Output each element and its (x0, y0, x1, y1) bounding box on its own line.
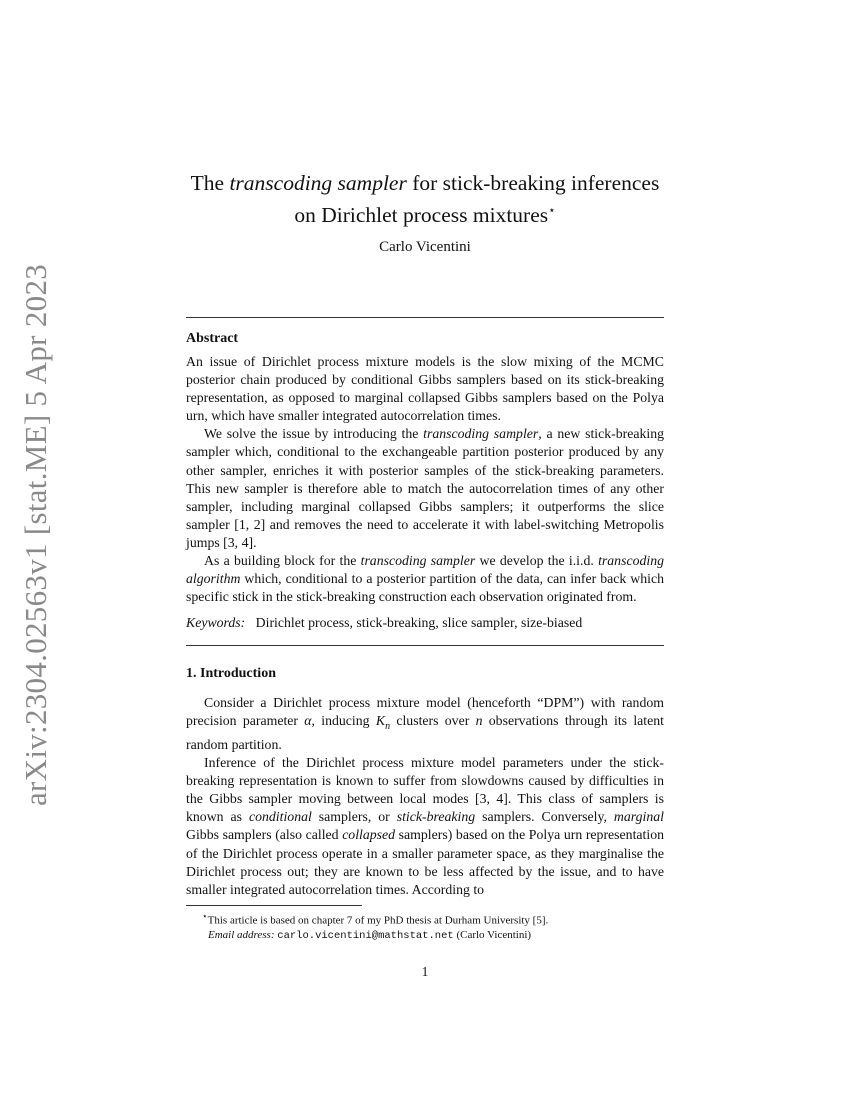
abstract-heading: Abstract (186, 331, 239, 346)
title-text: The (190, 171, 230, 195)
abstract-p2-italic: transcoding sampler (423, 426, 539, 442)
email-address[interactable]: carlo.vicentini@mathstat.net (277, 929, 454, 942)
email-name: (Carlo Vicentini) (456, 928, 532, 941)
intro-paragraph-1 (186, 694, 664, 754)
intro-p2-text: Inference of the Dirichlet process mixture model parameters under the stick-breaking representation is known to suffer from slowdowns caused by difficulties in the Gibbs sampler moving between local modes [3, 4]. This class of samplers is known as (186, 755, 664, 825)
abstract-paragraph-1: An issue of Dirichlet process mixture models is the slow mixing of the MCMC posterior chain produced by conditional Gibbs samplers based on its stick-breaking representation, as opposed to marginal collapsed Gibbs samplers based on the Polya urn, which have smaller integrated autocorrelation times. (186, 354, 664, 424)
intro-p2-italic-3: marginal (613, 809, 665, 825)
title-line-1 (186, 170, 664, 197)
page-number: 1 (421, 964, 429, 979)
intro-paragraph-2 (186, 754, 664, 899)
math-K: K (375, 713, 386, 729)
title-line-2 (186, 197, 664, 229)
intro-p1-text-3: clusters over (390, 713, 476, 729)
intro-p2-italic-1: conditional (248, 809, 312, 825)
abstract-top-rule (186, 317, 664, 318)
math-alpha: α (304, 713, 312, 729)
intro-p2-italic-2: stick-breaking (396, 809, 476, 825)
introduction-body (186, 694, 664, 899)
abstract-paragraph-2 (186, 425, 664, 552)
intro-p1-text-4: observations through its latent random partition. (186, 713, 664, 752)
abstract-p3-italic-1: transcoding sampler (360, 553, 476, 569)
keywords-list: Dirichlet process, stick-breaking, slice sampler, size-biased (255, 615, 583, 630)
footnote-text: This article is based on chapter 7 of my PhD thesis at Durham University [5]. (207, 914, 549, 927)
abstract-p3-italic-2: transcoding algorithm (186, 553, 664, 587)
email-label: Email address: (208, 928, 275, 941)
footnote-email (186, 928, 664, 943)
intro-p2-text-3: samplers. Conversely, (475, 809, 614, 825)
section-heading-introduction: 1. Introduction (186, 666, 276, 681)
intro-p2-italic-4: collapsed (342, 827, 396, 843)
footnote-1 (186, 909, 664, 928)
intro-p1-text-2: , inducing (311, 713, 376, 729)
intro-p2-text-5: samplers) based on the Polya urn representation of the Dirichlet process operate in a smaller parameter space, as they marginalise the Dirichlet process out; they are known to be less affected by the issue, and to have smaller integrated autocorrelation times. According to (186, 827, 664, 897)
abstract-p2-text: We solve the issue by introducing the (204, 426, 424, 442)
abstract-p3-text-3: which, conditional to a posterior partition of the data, can infer back which specific stick in the stick-breaking construction each observation originated from. (186, 571, 664, 605)
abstract-bottom-rule (186, 645, 664, 646)
abstract-p2-text-rest: , a new stick-breaking sampler which, conditional to the exchangeable partition posterior produced by any other sampler, enriches it with posterior samples of the stick-breaking parameters. This new sampler is therefore able to match the autocorrelation times of any other sampler, including marginal collapsed Gibbs samplers; it outperforms the slice sampler [1, 2] and removes the need to accelerate it with label-switching Metropolis jumps [3, 4]. (186, 426, 665, 550)
math-n: n (475, 713, 483, 729)
intro-p2-text-2: samplers, or (311, 809, 397, 825)
abstract-p3-text-2: we develop the i.i.d. (475, 553, 599, 569)
footnote-mark: ⋆ (202, 911, 208, 921)
title-footnote-mark: ⋆ (548, 203, 556, 217)
intro-p2-text-4: Gibbs samplers (also called (186, 827, 343, 843)
footnote-rule (186, 905, 362, 906)
intro-p1-text: Consider a Dirichlet process mixture model (henceforth “DPM”) with random precision parameter (186, 695, 664, 729)
abstract-paragraph-3 (186, 552, 664, 606)
abstract-body (186, 353, 664, 606)
keywords-label: Keywords: (186, 615, 246, 630)
title-italic: transcoding sampler (229, 171, 407, 195)
arxiv-identifier-sidebar (16, 263, 56, 807)
title-text-rest: for stick-breaking inferences (406, 171, 660, 195)
paper-title (186, 170, 664, 229)
arxiv-identifier: arXiv:2304.02563v1 [stat.ME] 5 Apr 2023 (18, 263, 53, 807)
abstract-p3-text: As a building block for the (204, 553, 361, 569)
math-K-subscript-n: n (385, 720, 391, 732)
footnotes (186, 909, 664, 943)
title-line-2-text: on Dirichlet process mixtures (294, 203, 549, 228)
keywords (186, 614, 664, 632)
author-name: Carlo Vicentini (379, 239, 471, 255)
